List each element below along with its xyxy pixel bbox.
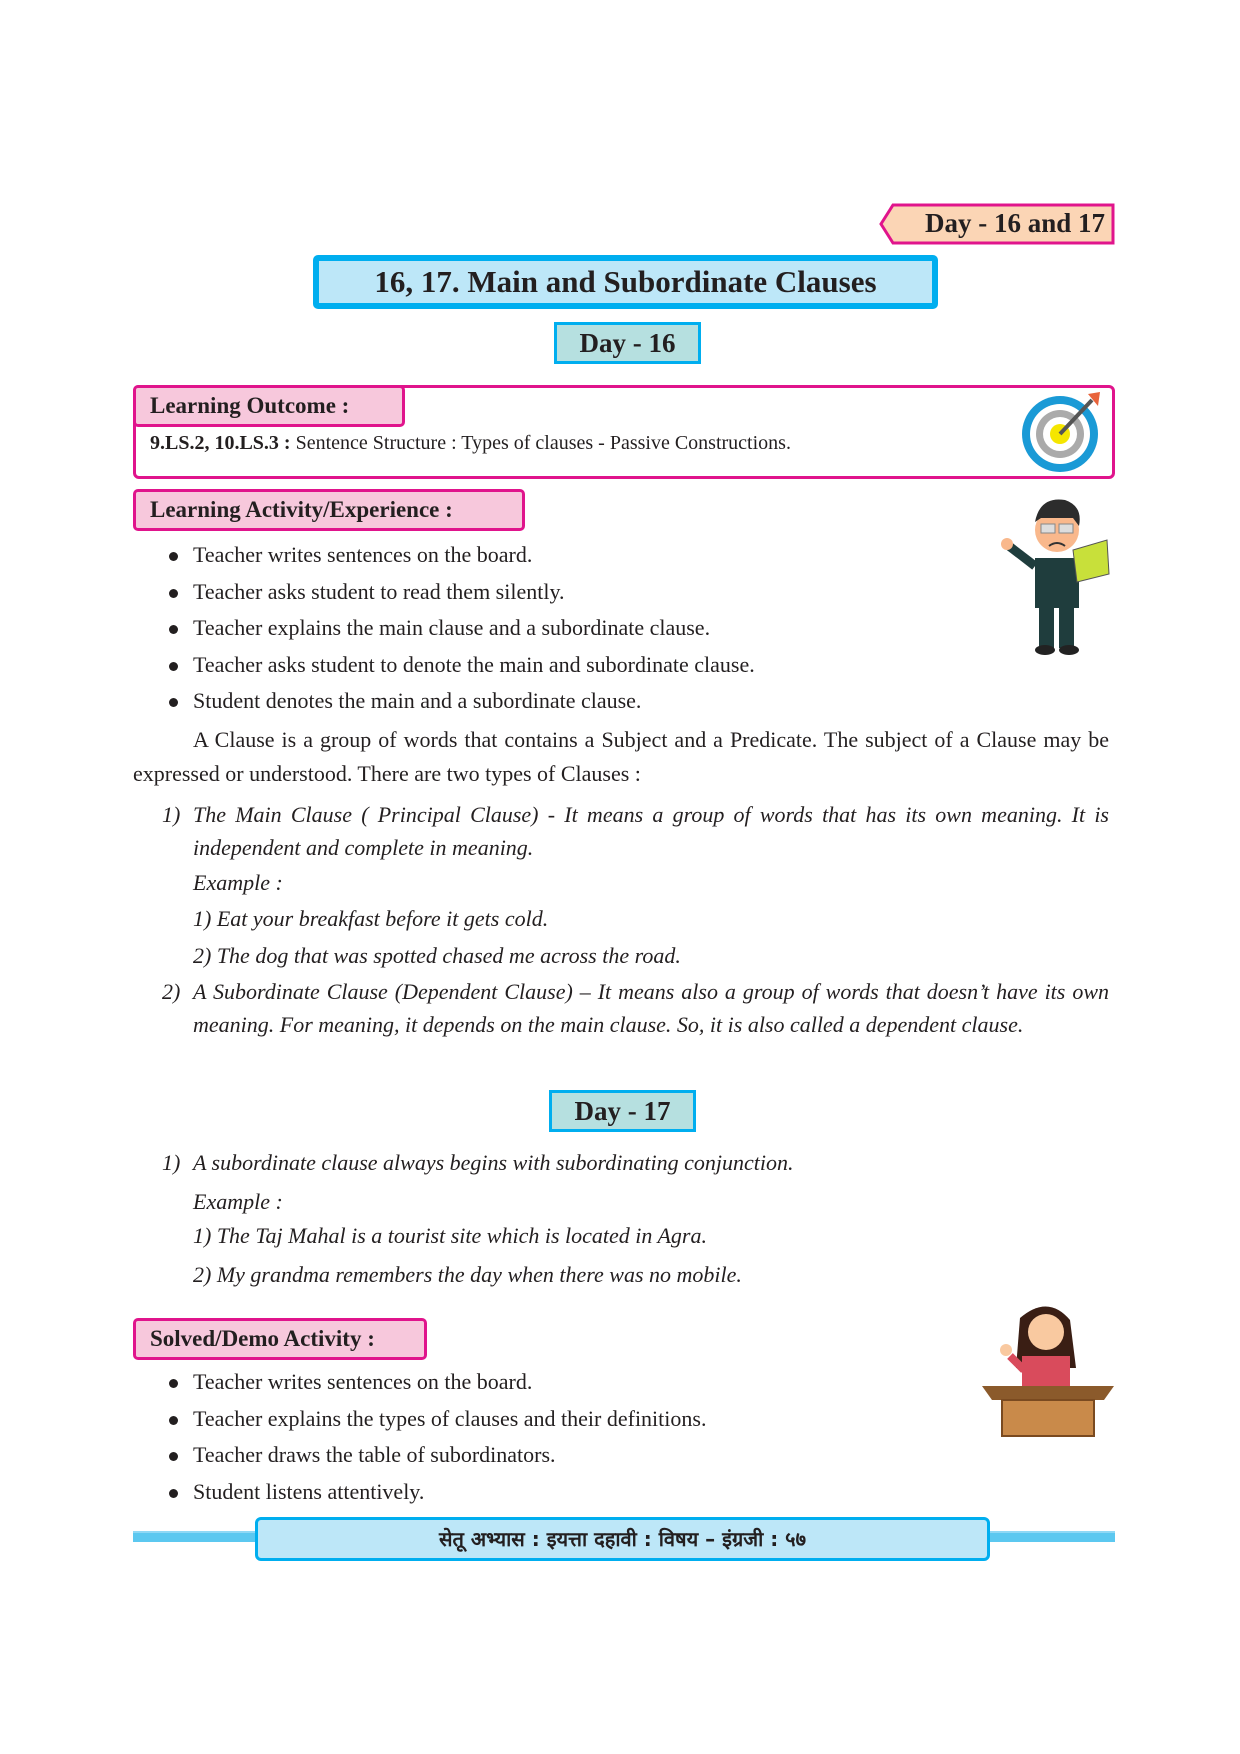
list-item: Teacher draws the table of subordinators. (165, 1437, 706, 1474)
teacher-at-podium-illustration (980, 1298, 1116, 1440)
example-item: 1) The Taj Mahal is a tourist site which is located in Agra. (193, 1223, 707, 1248)
page-footer: सेतू अभ्यास : इयत्ता दहावी : विषय – इंग्रजी : ५७ (255, 1517, 990, 1561)
learning-outcome-text (150, 432, 791, 455)
example-item: 2) My grandma remembers the day when there was no mobile. (193, 1262, 742, 1287)
clause-definition-paragraph: A Clause is a group of words that contains a Subject and a Predicate. The subject of a Clause may be expressed or understood. There are two types of Clauses : (133, 727, 1109, 786)
day-tag-label: Day - 16 and 17 (924, 208, 1105, 238)
solved-bullet-list (165, 1364, 706, 1510)
day16-heading: Day - 16 (554, 322, 701, 364)
item-number: 2) (162, 979, 181, 1004)
main-clause-definition: The Main Clause ( Principal Clause) - It means a group of words that has its own meaning. It is independent and complete in meaning. (193, 802, 1109, 860)
day17-heading: Day - 17 (549, 1090, 696, 1132)
example-item: 2) The dog that was spotted chased me across the road. (193, 943, 681, 968)
outcome-codes: 9.LS.2, 10.LS.3 : (150, 432, 291, 454)
subordinate-clause-definition: A Subordinate Clause (Dependent Clause) – It means also a group of words that doesn’t have its own meaning. For meaning, it depends on the main clause. So, it is also called a dependent clause. (193, 979, 1109, 1037)
item-number: 1) (162, 1150, 181, 1175)
subordinate-conjunction-rule: A subordinate clause always begins with subordinating conjunction. (193, 1150, 794, 1175)
example-label: Example : (193, 870, 283, 895)
teacher-illustration (995, 488, 1115, 658)
list-item: Student denotes the main and a subordinate clause. (165, 683, 755, 720)
solved-activity-label: Solved/Demo Activity : (133, 1318, 427, 1360)
list-item: Teacher asks student to read them silently. (165, 574, 755, 611)
footer-rule-left (133, 1531, 258, 1542)
learning-activity-label: Learning Activity/Experience : (133, 489, 525, 531)
list-item: Teacher explains the main clause and a subordinate clause. (165, 610, 755, 647)
day-tag (879, 203, 1115, 245)
list-item: Student listens attentively. (165, 1474, 706, 1511)
list-item: Teacher writes sentences on the board. (165, 537, 755, 574)
page-title: 16, 17. Main and Subordinate Clauses (313, 255, 938, 309)
target-icon (1018, 390, 1106, 474)
list-item: Teacher explains the types of clauses and their definitions. (165, 1401, 706, 1438)
activity-bullet-list (165, 537, 755, 720)
example-label: Example : (193, 1189, 283, 1214)
item-number: 1) (162, 802, 181, 827)
footer-rule-right (988, 1531, 1115, 1542)
learning-outcome-label: Learning Outcome : (133, 385, 405, 427)
example-item: 1) Eat your breakfast before it gets cold. (193, 906, 549, 931)
list-item: Teacher writes sentences on the board. (165, 1364, 706, 1401)
list-item: Teacher asks student to denote the main and subordinate clause. (165, 647, 755, 684)
outcome-description: Sentence Structure : Types of clauses - Passive Constructions. (295, 432, 791, 454)
